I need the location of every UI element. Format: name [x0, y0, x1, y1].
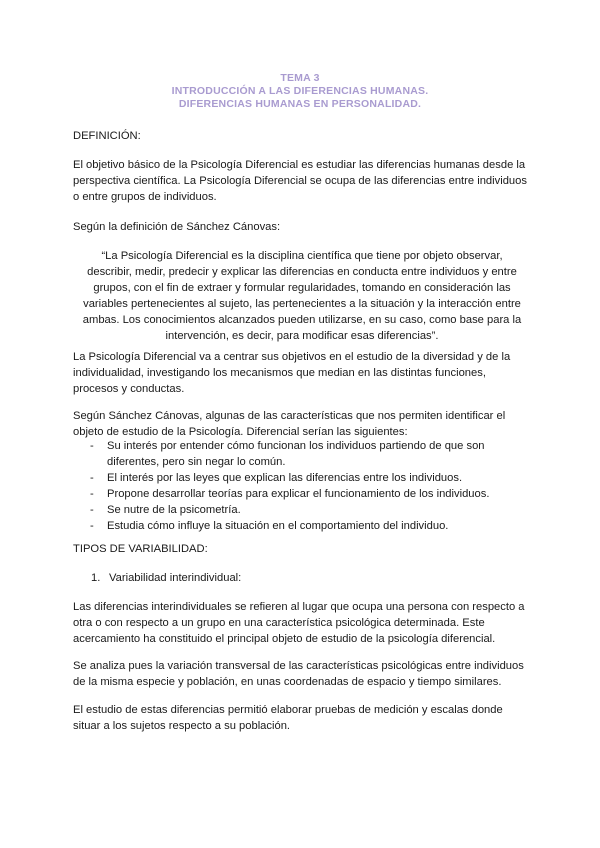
bullet-dash: - — [90, 440, 94, 452]
paragraph-line: o entre grupos de individuos. — [73, 191, 217, 203]
paragraph-line: Se analiza pues la variación transversal de las características psicológicas entre individuos — [73, 660, 524, 672]
paragraph-line: La Psicología Diferencial va a centrar sus objetivos en el estudio de la diversidad y de la — [73, 351, 511, 363]
paragraph-line: individualidad, investigando los mecanismos que median en las distintas funciones, — [73, 367, 486, 379]
paragraph-estudio — [73, 702, 533, 734]
paragraph-line: Según Sánchez Cánovas, algunas de las características que nos permiten identificar el — [73, 410, 506, 422]
paragraph-line: El objetivo básico de la Psicología Diferencial es estudiar las diferencias humanas desde la — [73, 159, 526, 171]
paragraph-line: Las diferencias interindividuales se refieren al lugar que ocupa una persona con respecto a — [73, 601, 525, 613]
paragraph-line: situar a los sujetos respecto a su población. — [73, 720, 291, 732]
list-item-line: Estudia cómo influye la situación en el comportamiento del individuo. — [107, 520, 449, 532]
paragraph-variacion — [73, 658, 533, 690]
bullet-dash: - — [90, 504, 94, 516]
quote-line: grupos, con el fin de extraer y formular regularidades, tomando en consideración las — [93, 282, 511, 294]
characteristics-list — [73, 438, 543, 534]
list-item-line: El interés por las leyes que explican las diferencias entre los individuos. — [107, 472, 463, 484]
quote-line: variables pertenecientes al sujeto, las pertenecientes a la situación y la interacción entre — [83, 298, 521, 310]
list-item-line: Se nutre de la psicometría. — [107, 504, 241, 516]
paragraph-line: El estudio de estas diferencias permitió elaborar pruebas de medición y escalas donde — [73, 704, 503, 716]
bullet-dash: - — [90, 520, 94, 532]
list-item — [73, 470, 543, 486]
quote-line: ambas. Los conocimientos alcanzados pueden utilizarse, en su caso, como base para la — [82, 314, 522, 326]
numbered-item — [91, 570, 241, 586]
title-line-2: DIFERENCIAS HUMANAS EN PERSONALIDAD. — [178, 98, 422, 110]
list-item-line: diferentes, pero sin negar lo común. — [107, 456, 286, 468]
quote-line: describir, medir, predecir y explicar las diferencias en conducta entre individuos y entre — [87, 266, 517, 278]
bullet-dash: - — [90, 472, 94, 484]
document-title — [0, 72, 600, 111]
title-line-1: INTRODUCCIÓN A LAS DIFERENCIAS HUMANAS. — [171, 85, 429, 97]
item-label: Variabilidad interindividual: — [109, 572, 242, 584]
paragraph-segun-definicion: Según la definición de Sánchez Cánovas: — [73, 221, 281, 233]
list-item — [73, 502, 543, 518]
list-item-line: Su interés por entender cómo funcionan los individuos partiendo de que son — [107, 440, 485, 452]
tema-label: TEMA 3 — [280, 72, 320, 84]
list-item — [73, 486, 543, 502]
definicion-heading: DEFINICIÓN: — [73, 130, 141, 142]
paragraph-line: perspectiva científica. La Psicología Diferencial se ocupa de las diferencias entre individuos — [73, 175, 527, 187]
paragraph-line: objeto de estudio de la Psicología. Diferencial serían las siguientes: — [73, 426, 408, 438]
paragraph-interindividuales — [73, 599, 533, 647]
paragraph-objetivos — [73, 349, 533, 397]
paragraph-line: de la misma especie y población, en unas coordenadas de espacio y tiempo similares. — [73, 676, 502, 688]
paragraph-objetivo — [73, 157, 533, 205]
list-item — [73, 438, 543, 470]
paragraph-line: acercamiento ha constituido el principal objeto de estudio de la psicología diferencial. — [73, 633, 496, 645]
tipos-heading: TIPOS DE VARIABILIDAD: — [73, 543, 208, 555]
paragraph-caracteristicas — [73, 408, 533, 440]
quote-line: intervención, es decir, para modificar esas diferencias”. — [165, 330, 439, 342]
bullet-dash: - — [90, 488, 94, 500]
quote-line: “La Psicología Diferencial es la disciplina científica que tiene por objeto observar, — [101, 250, 503, 262]
item-number: 1. — [91, 572, 101, 584]
paragraph-line: otra o con respecto a un grupo en una característica psicológica determinada. Este — [73, 617, 485, 629]
list-item — [73, 518, 543, 534]
paragraph-line: procesos y conductas. — [73, 383, 185, 395]
list-item-line: Propone desarrollar teorías para explicar el funcionamiento de los individuos. — [107, 488, 490, 500]
definition-quote — [82, 248, 522, 344]
